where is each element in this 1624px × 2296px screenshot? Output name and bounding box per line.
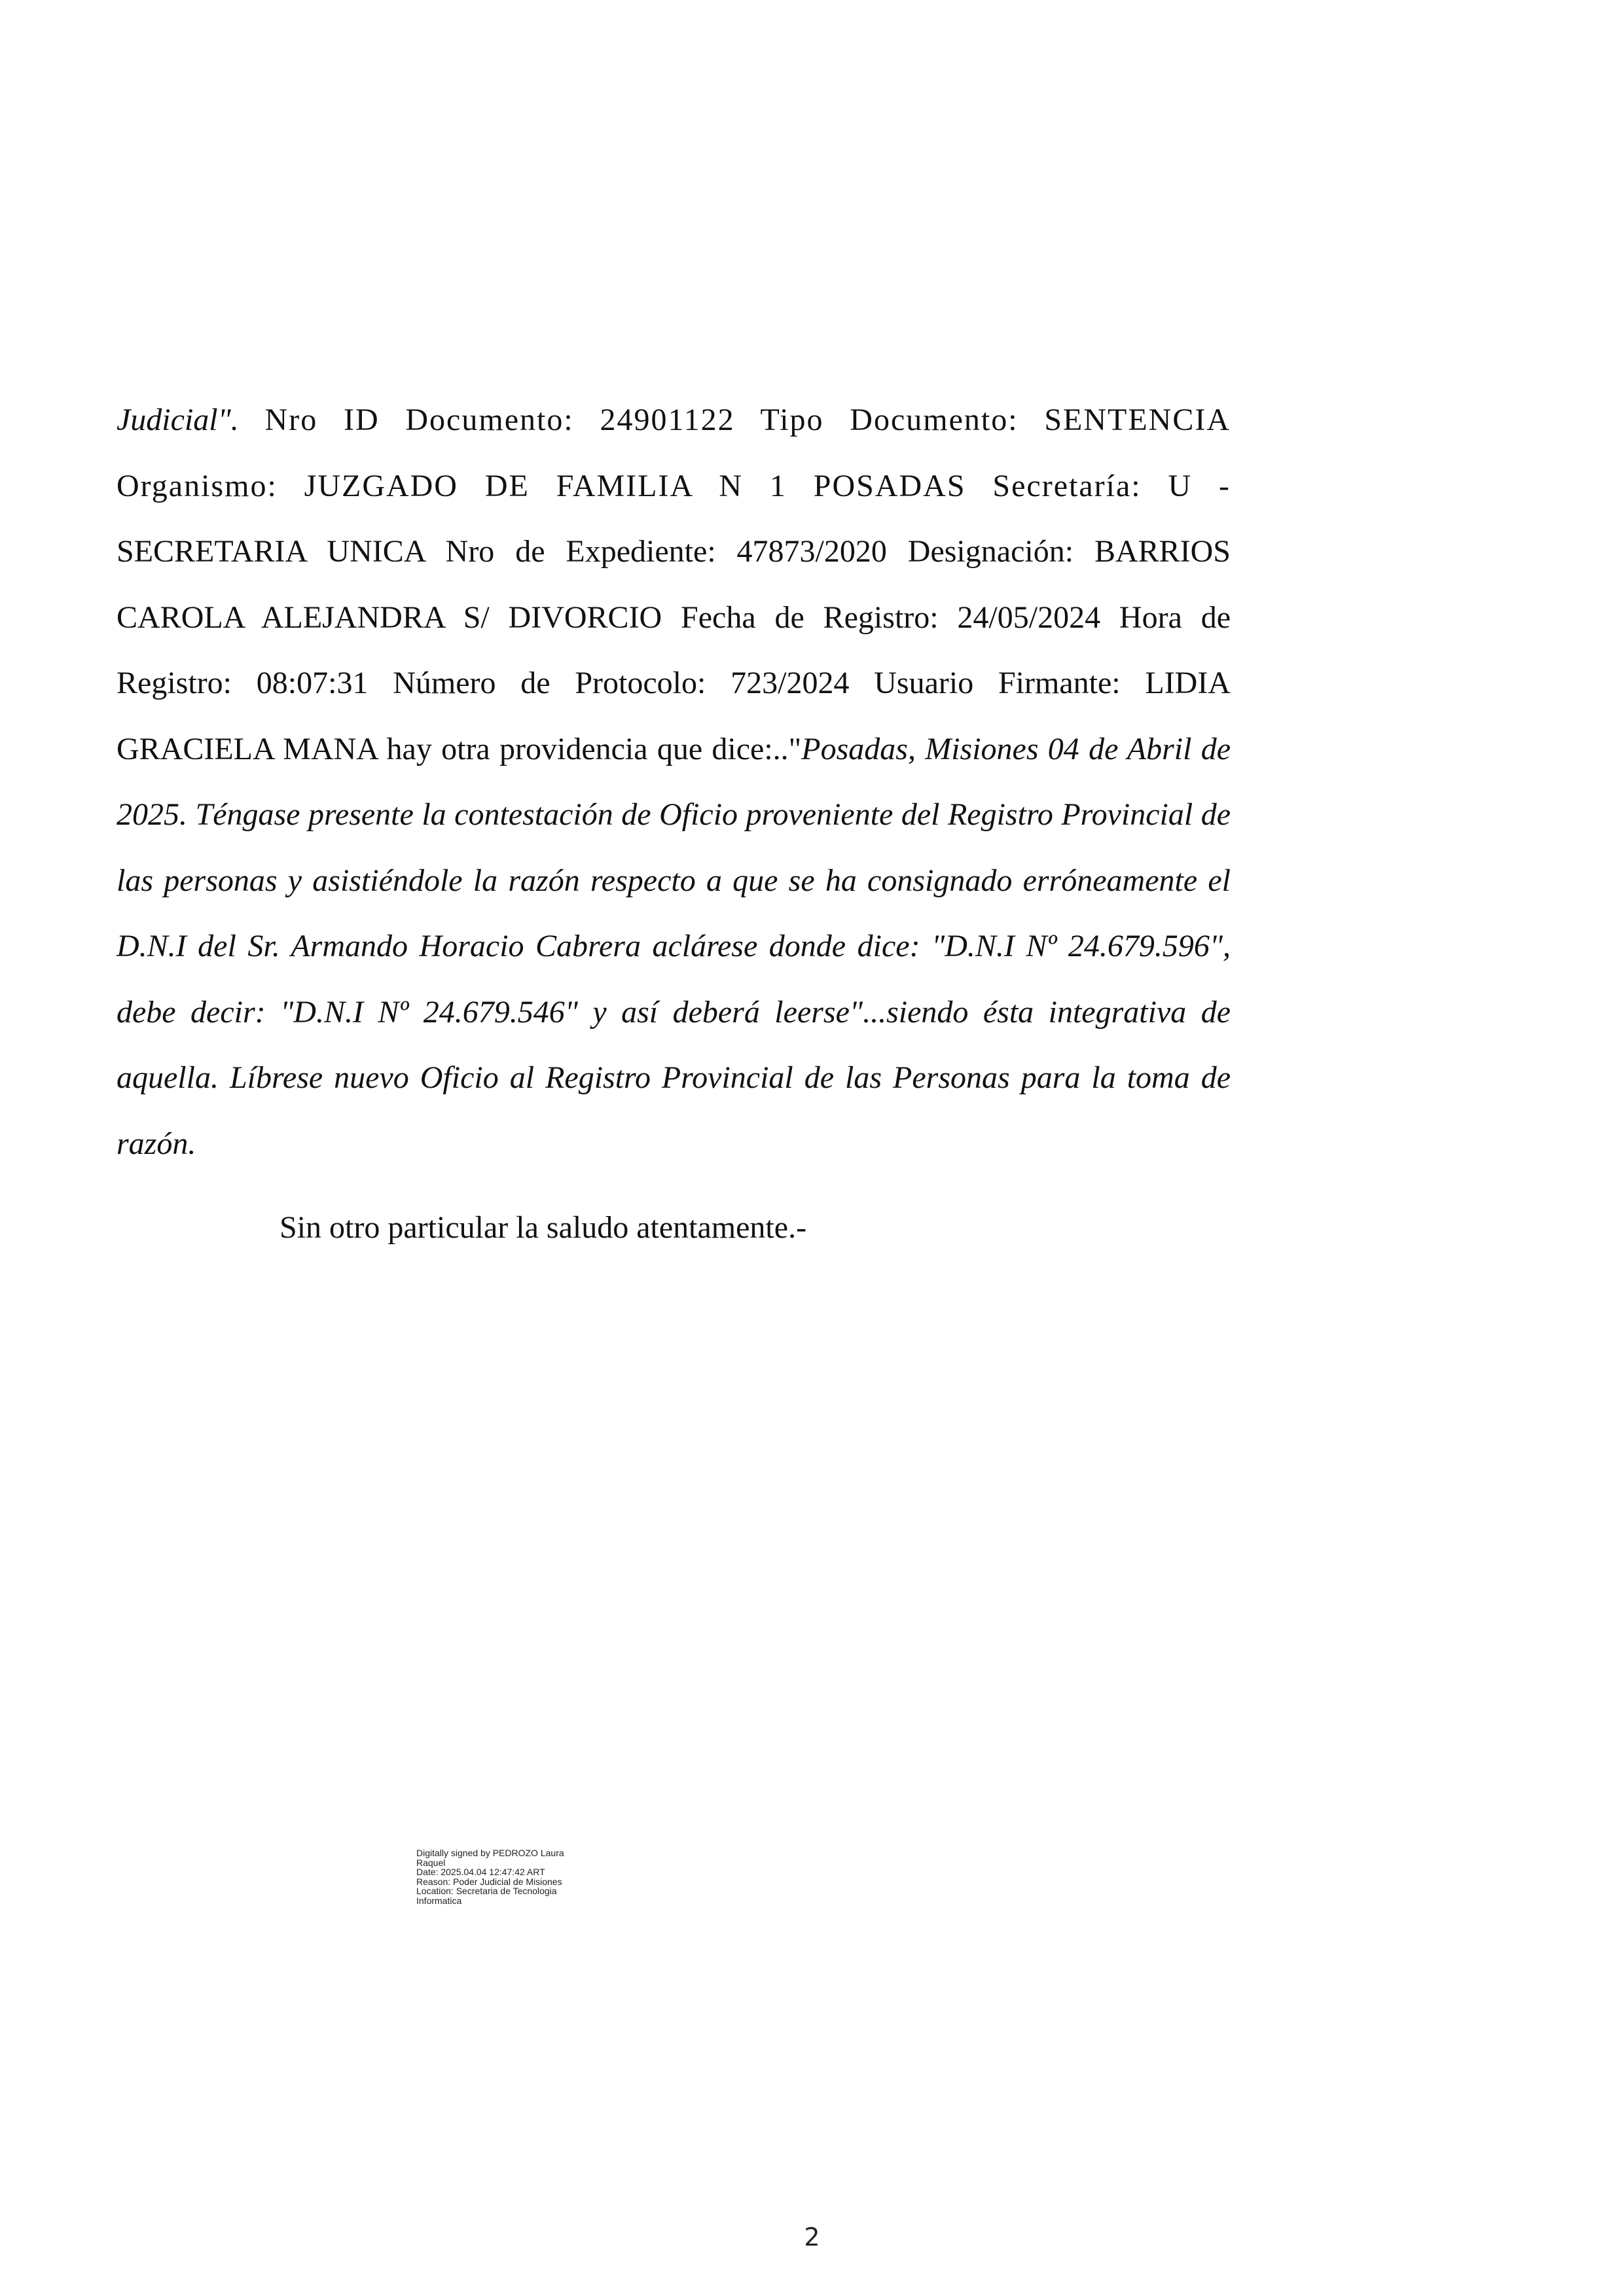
judicial-quote-end: Judicial". bbox=[117, 403, 239, 437]
signature-location: Location: Secretaria de Tecnologia bbox=[416, 1886, 557, 1896]
closing-line: Sin otro particular la saludo atentamente.- bbox=[280, 1210, 807, 1245]
document-metadata-spaced: Nro ID Documento: 24901122 Tipo Documento: SENTENCIA Organismo: JUZGADO DE FAMILIA N 1 POSADAS Secretaría: U - bbox=[117, 403, 1231, 503]
digital-signature-block bbox=[416, 1848, 613, 1905]
document-metadata-plain: SECRETARIA UNICA Nro de Expediente: 47873/2020 Designación: BARRIOS CAROLA ALEJANDRA S/ DIVORCIO Fecha de Registro: 24/05/2024 Hora de Registro: 08:07:31 Número de Protocolo: 723/2024 Usuario Firmante: LIDIA GRACIELA MANA hay otra providencia que dice:.." bbox=[117, 534, 1231, 766]
providencia-quote: Posadas, Misiones 04 de Abril de 2025. Téngase presente la contestación de Oficio proveniente del Registro Provincial de las personas y asistiéndole la razón respecto a que se ha consignado erróneamente el D.N.I del Sr. Armando Horacio Cabrera aclárese donde dice: "D.N.I Nº 24.679.596", debe decir: "D.N.I Nº 24.679.546" y así deberá leerse"...siendo ésta integrativa de aquella. Líbrese nuevo Oficio al Registro Provincial de las Personas para la toma de razón. bbox=[117, 731, 1231, 1161]
page-number: 2 bbox=[804, 2223, 820, 2251]
signature-signer: Digitally signed by PEDROZO Laura bbox=[416, 1848, 564, 1858]
signature-reason: Reason: Poder Judicial de Misiones bbox=[416, 1876, 562, 1887]
signature-signer-cont: Raquel bbox=[416, 1857, 446, 1868]
body-paragraph bbox=[117, 387, 1231, 1177]
signature-location-cont: Informatica bbox=[416, 1895, 462, 1906]
signature-date: Date: 2025.04.04 12:47:42 ART bbox=[416, 1867, 545, 1877]
